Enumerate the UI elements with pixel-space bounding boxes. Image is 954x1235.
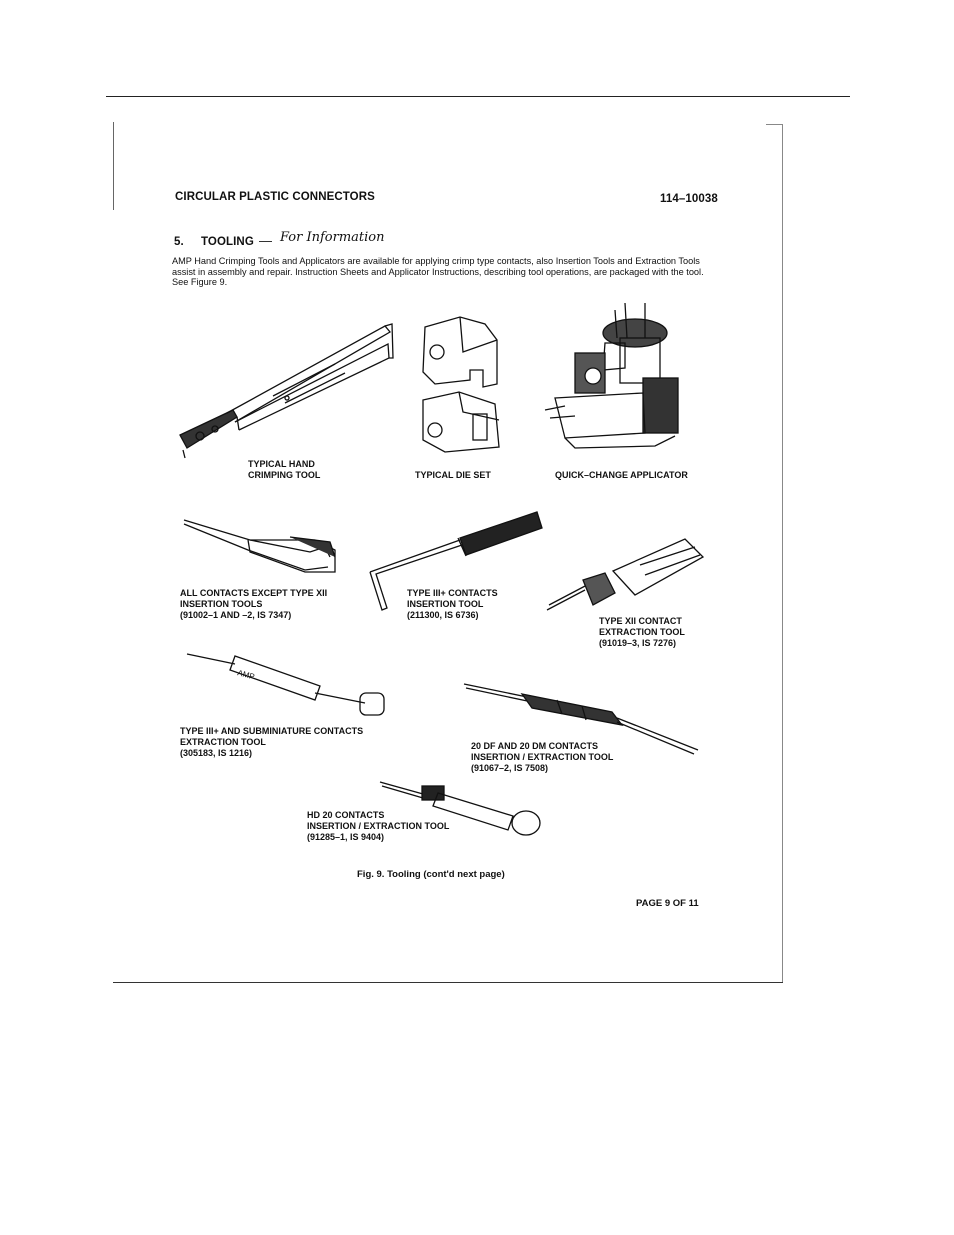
- left-margin-mark: [113, 122, 114, 210]
- caption-applicator: QUICK–CHANGE APPLICATOR: [555, 470, 688, 480]
- type3-sub-extraction-tool-illustration: [185, 648, 395, 723]
- caption-hd20-3: (91285–1, IS 9404): [307, 832, 385, 842]
- bottom-rule: [113, 982, 783, 983]
- caption-type12-extraction-1: TYPE XII CONTACT: [599, 616, 682, 626]
- caption-hd20-2: INSERTION / EXTRACTION TOOL: [307, 821, 450, 831]
- type12-extraction-tool-illustration: [545, 535, 710, 615]
- insertion-tool-illustration: [180, 512, 340, 582]
- caption-type3-sub-extraction-2: EXTRACTION TOOL: [180, 737, 266, 747]
- caption-type3-sub-extraction-1: TYPE III+ AND SUBMINIATURE CONTACTS: [180, 726, 364, 736]
- caption-type3-sub-extraction-3: (305183, IS 1216): [180, 748, 253, 758]
- right-border-tick: [766, 124, 783, 125]
- handwritten-note: For Information: [280, 230, 385, 245]
- caption-hand-crimping-2: CRIMPING TOOL: [248, 470, 321, 480]
- caption-20-tool-1: 20 DF AND 20 DM CONTACTS: [471, 741, 599, 751]
- hand-crimping-tool-illustration: [175, 318, 395, 468]
- caption-20-tool-2: INSERTION / EXTRACTION TOOL: [471, 752, 614, 762]
- caption-type3-insertion-1: TYPE III+ CONTACTS: [407, 588, 498, 598]
- applicator-illustration: [535, 298, 695, 458]
- caption-type12-extraction-2: EXTRACTION TOOL: [599, 627, 685, 637]
- caption-insertion-all-2: INSERTION TOOLS: [180, 599, 263, 609]
- caption-type12-extraction-3: (91019–3, IS 7276): [599, 638, 677, 648]
- doc-number: 114–10038: [660, 193, 718, 205]
- section-title: TOOLING: [201, 236, 254, 248]
- caption-type3-insertion-3: (211300, IS 6736): [407, 610, 479, 620]
- tool-brand-mark: AMP: [236, 668, 256, 682]
- die-set-illustration: [415, 312, 515, 462]
- caption-hand-crimping-1: TYPICAL HAND: [248, 459, 315, 469]
- caption-20-tool-3: (91067–2, IS 7508): [471, 763, 549, 773]
- right-border: [782, 124, 783, 982]
- page-number: PAGE 9 OF 11: [636, 898, 699, 909]
- caption-insertion-all-1: ALL CONTACTS EXCEPT TYPE XII: [180, 588, 328, 598]
- dash: —: [259, 233, 272, 248]
- section-body: AMP Hand Crimping Tools and Applicators are available for applying crimp type contacts, also Insertion Tools and Extraction Tools assist in assembly and repair. Instruction Sheets and Applicator Instructions, describing tool operations, are packaged with the tool. See Figure 9.: [172, 256, 704, 288]
- caption-type3-insertion-2: INSERTION TOOL: [407, 599, 484, 609]
- caption-hd20-1: HD 20 CONTACTS: [307, 810, 385, 820]
- doc-title: CIRCULAR PLASTIC CONNECTORS: [175, 191, 375, 203]
- top-rule: [106, 96, 850, 97]
- caption-die-set: TYPICAL DIE SET: [415, 470, 491, 480]
- section-number: 5.: [174, 236, 184, 248]
- figure-caption: Fig. 9. Tooling (cont'd next page): [357, 869, 505, 880]
- caption-insertion-all-3: (91002–1 AND –2, IS 7347): [180, 610, 292, 620]
